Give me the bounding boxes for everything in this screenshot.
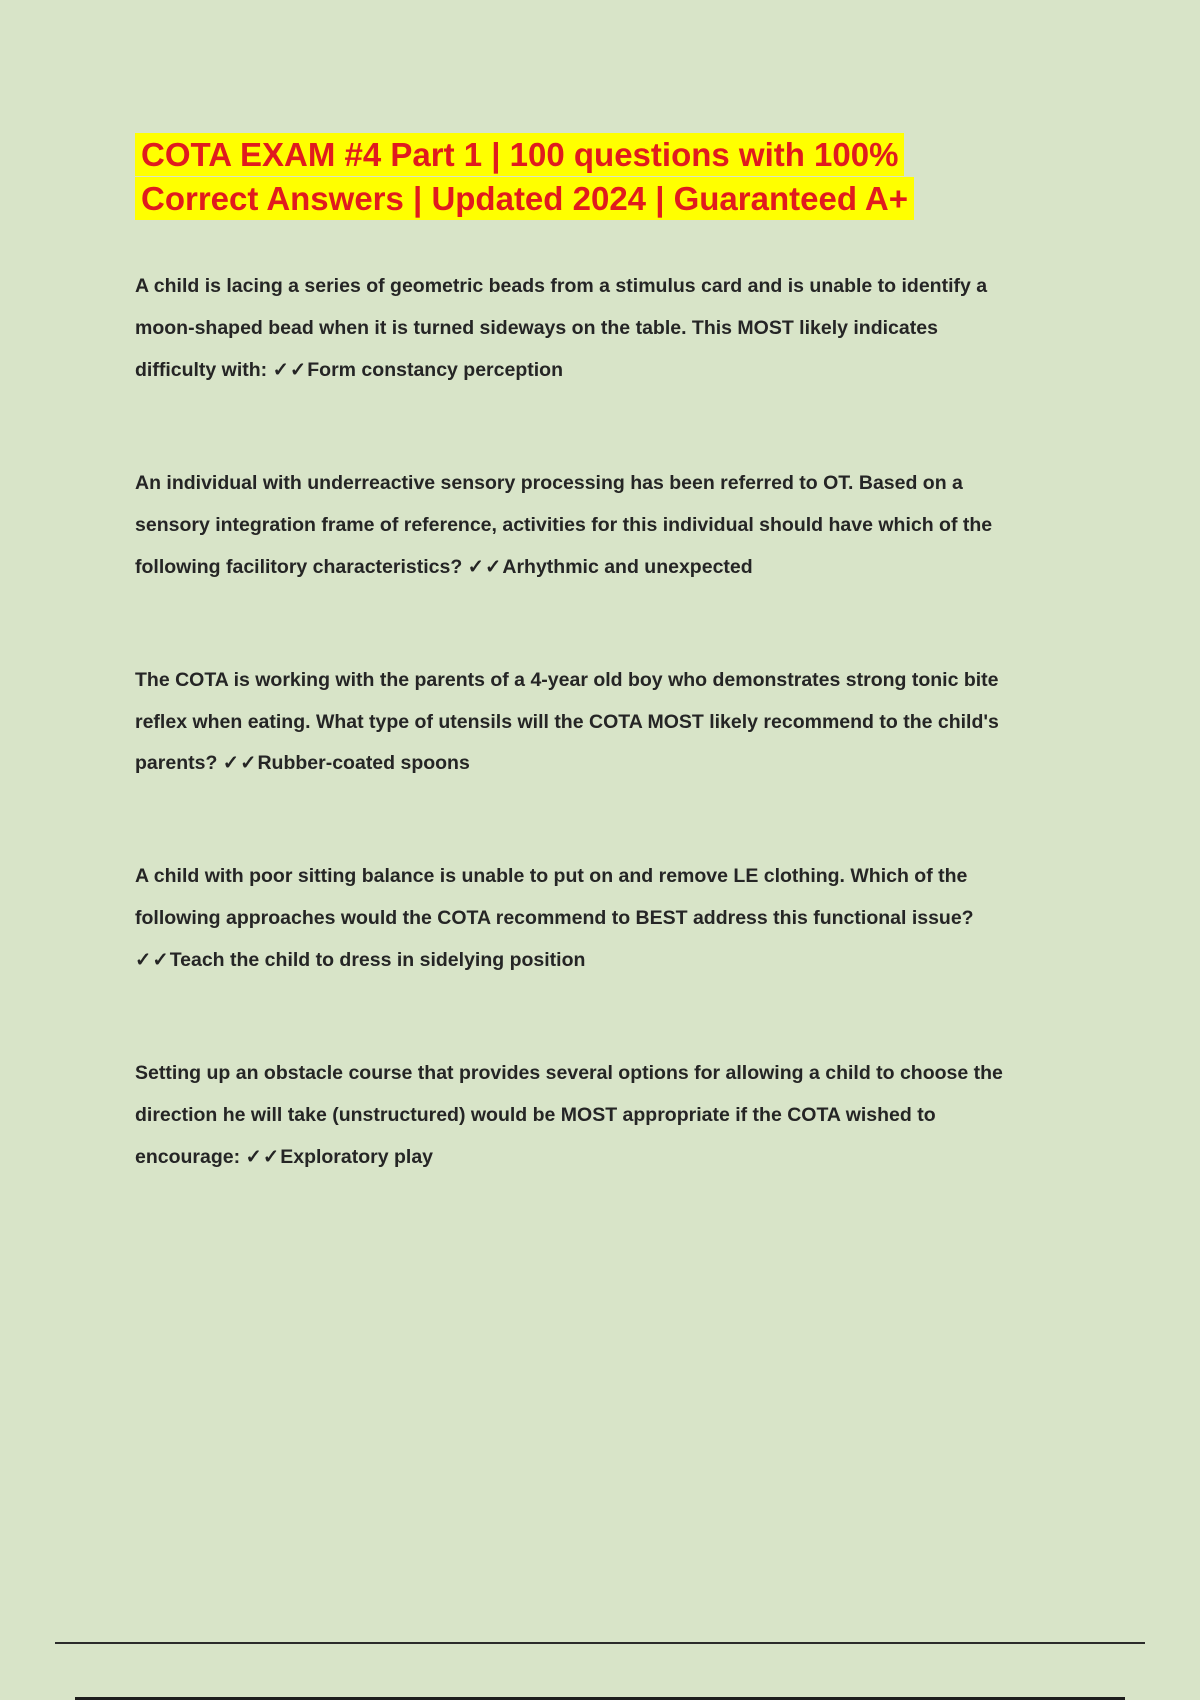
question-text: An individual with underreactive sensory processing has been referred to OT. Based on a sensory integration frame of reference, activities for this individual should have which of the following facilitory characteristics?	[135, 471, 993, 578]
page-title	[135, 133, 1007, 220]
footer-divider	[55, 1642, 1145, 1644]
qa-item	[135, 463, 1007, 589]
qa-item	[135, 266, 1007, 392]
question-text: A child is lacing a series of geometric beads from a stimulus card and is unable to identify a moon-shaped bead when it is turned sideways on the table. This MOST likely indicates difficulty with:	[135, 275, 988, 381]
answer-text: Arhythmic and unexpected	[502, 555, 753, 578]
answer-checkmarks-icon: ✓✓	[467, 555, 503, 578]
question-text: A child with poor sitting balance is unable to put on and remove LE clothing. Which of the following approaches would the COTA recommend to BEST address this functional issue?	[135, 865, 974, 930]
qa-item	[135, 1053, 1007, 1179]
answer-checkmarks-icon: ✓✓	[222, 752, 258, 775]
answer-checkmarks-icon: ✓✓	[272, 358, 308, 381]
answer-checkmarks-icon: ✓✓	[135, 949, 170, 972]
answer-text: Form constancy perception	[307, 358, 563, 381]
answer-text: Rubber-coated spoons	[257, 752, 470, 775]
answer-text: Teach the child to dress in sidelying position	[169, 949, 586, 972]
qa-item	[135, 856, 1007, 982]
question-text: The COTA is working with the parents of a 4-year old boy who demonstrates strong tonic bite reflex when eating. What type of utensils will the COTA MOST likely recommend to the child's parents?	[135, 668, 999, 775]
answer-text: Exploratory play	[280, 1146, 434, 1168]
document-content	[135, 133, 1007, 1250]
page-title-highlight: COTA EXAM #4 Part 1 | 100 questions with 100% Correct Answers | Updated 2024 | Guaranteed A+	[135, 133, 914, 220]
qa-item	[135, 660, 1007, 786]
question-text: Setting up an obstacle course that provides several options for allowing a child to choose the direction he will take (unstructured) would be MOST appropriate if the COTA wished to encourage:	[135, 1062, 1003, 1168]
answer-checkmarks-icon: ✓✓	[245, 1146, 281, 1168]
